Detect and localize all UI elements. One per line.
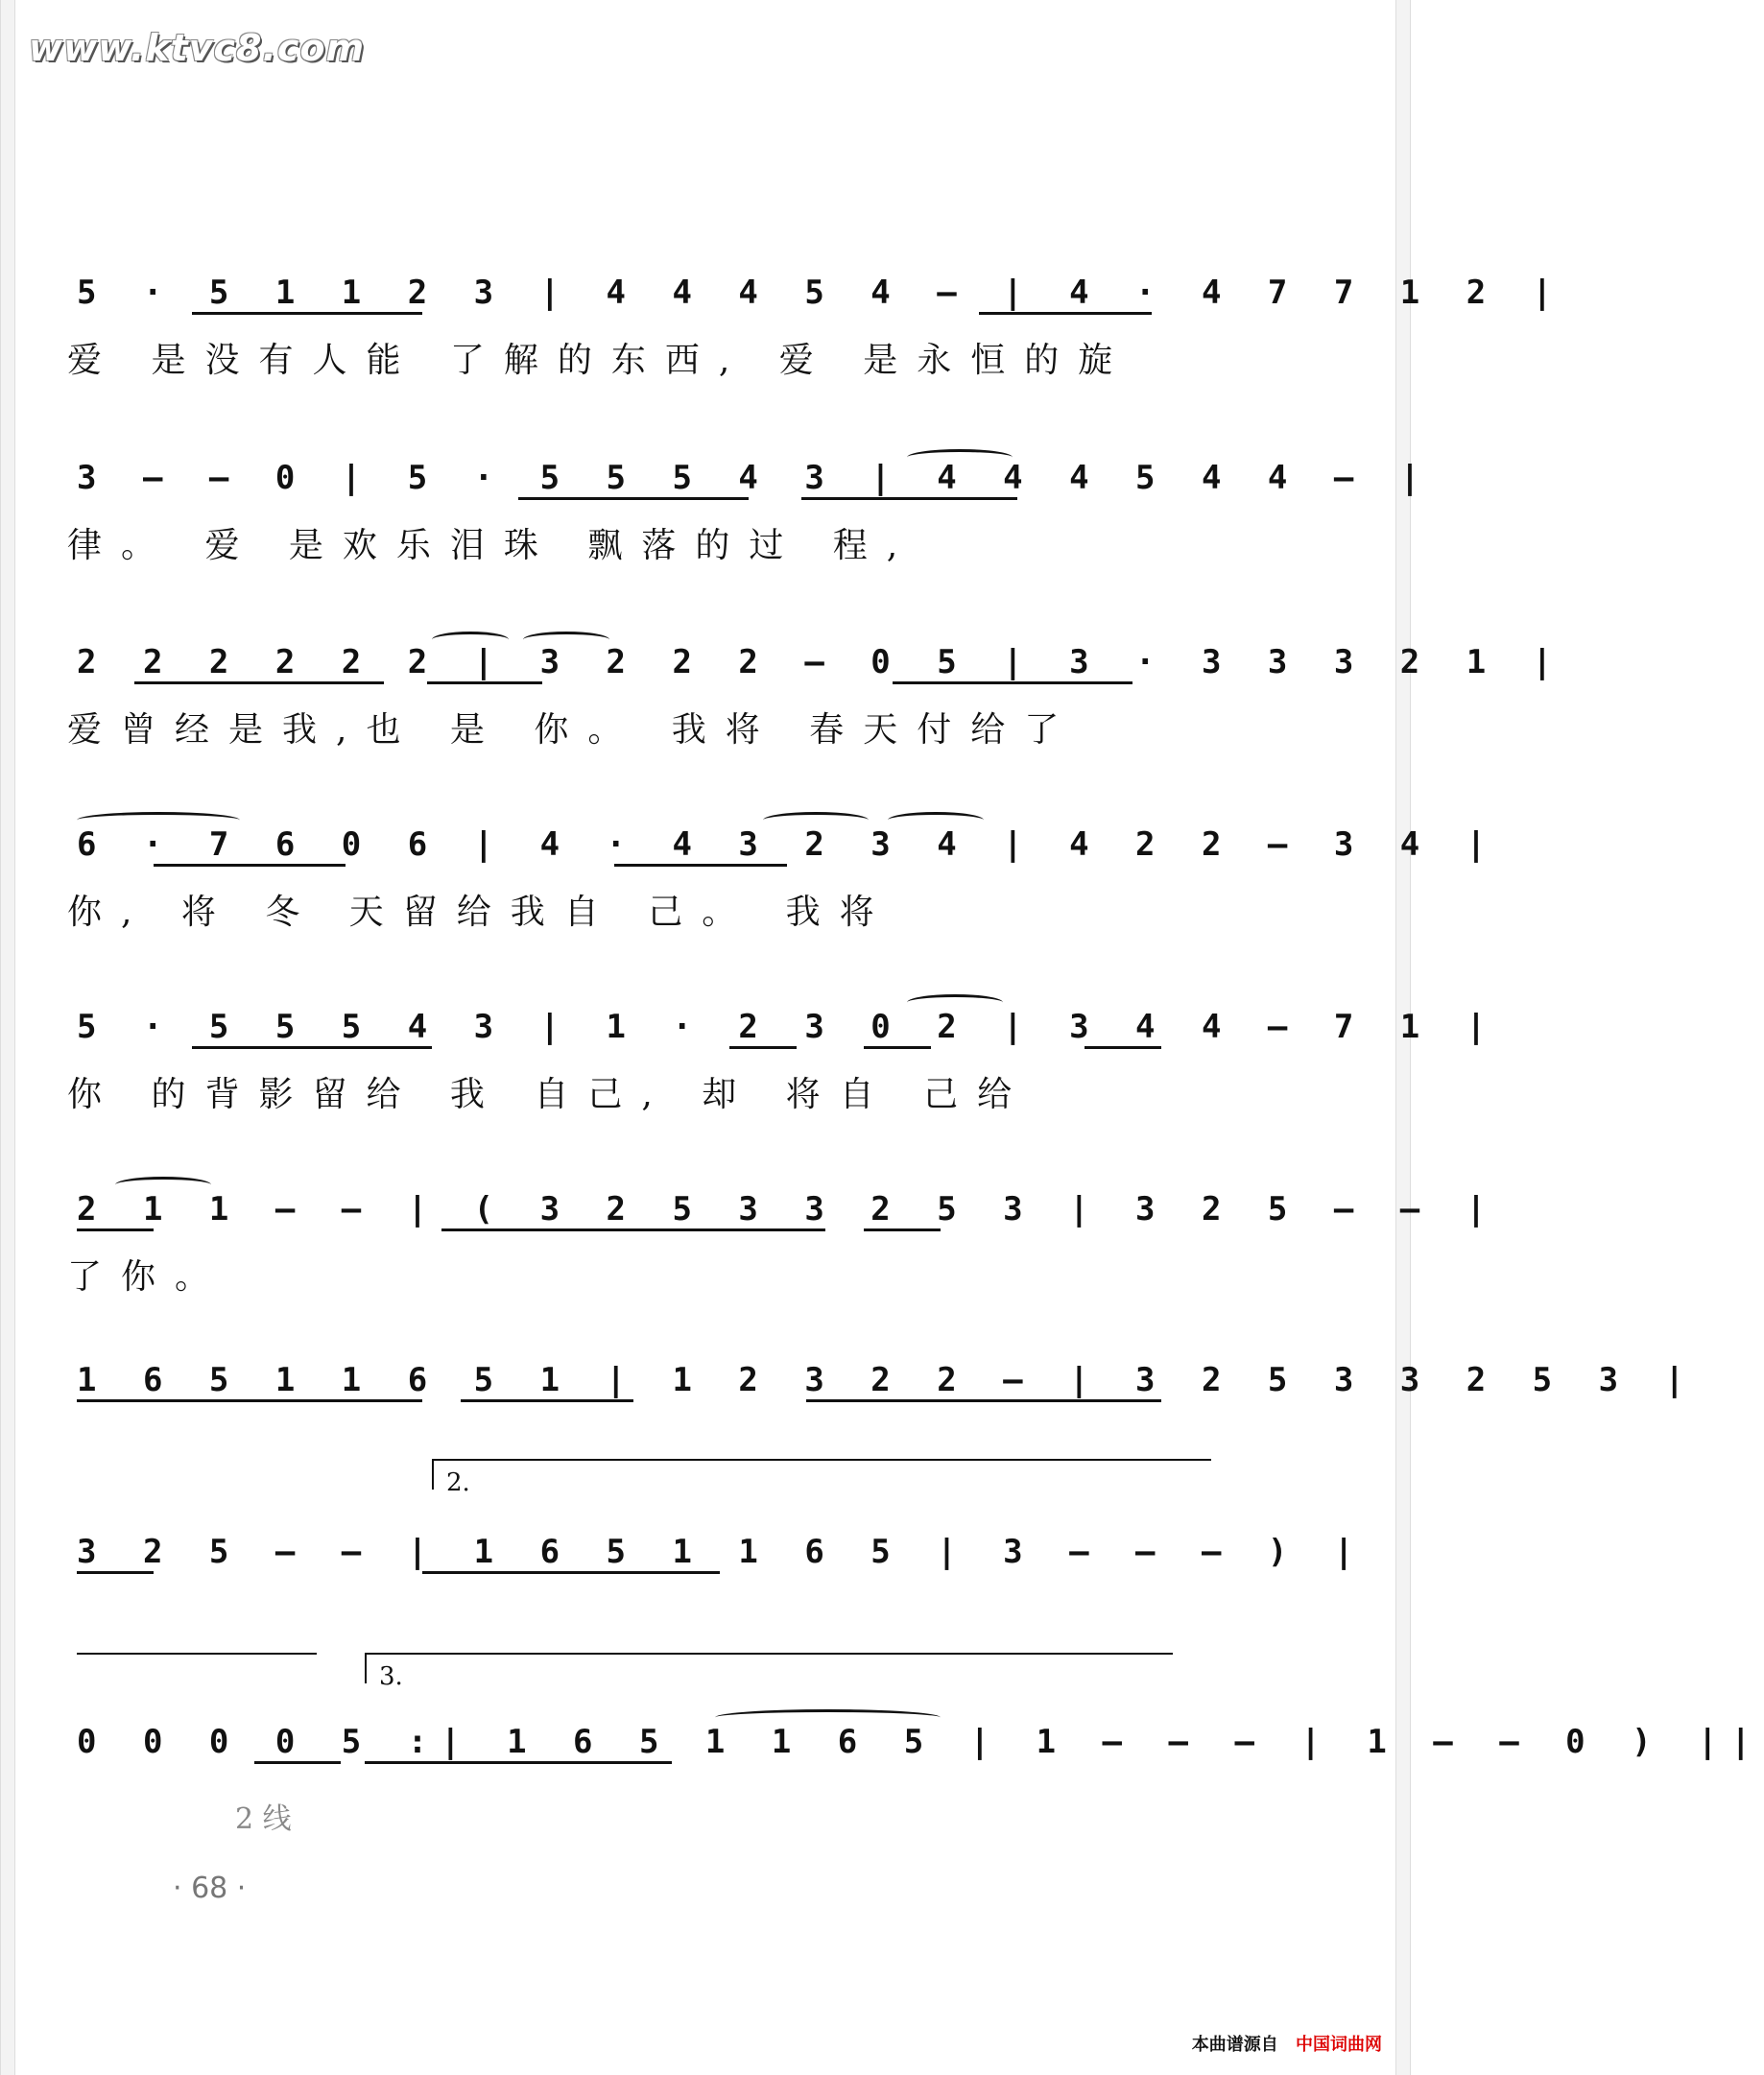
note-line bbox=[0, 825, 1500, 879]
underline bbox=[422, 1571, 720, 1574]
lyrics-line: 了你。 bbox=[67, 1257, 229, 1297]
volta-bracket bbox=[365, 1653, 1173, 1683]
lyrics-line: 律。 爱 是欢乐泪珠 飘落的过 程, bbox=[67, 526, 918, 565]
note-line bbox=[0, 1533, 1411, 1586]
notes-text: 3 2 5 — — | 1 6 5 1 1 6 5 | 3 — — — ) | bbox=[77, 1533, 1368, 1571]
note-line bbox=[0, 1190, 1500, 1244]
underline bbox=[77, 1399, 422, 1402]
underline bbox=[77, 1228, 154, 1231]
note-line bbox=[0, 1361, 1699, 1415]
note-line bbox=[0, 643, 1566, 697]
underline bbox=[154, 864, 346, 867]
page-number: · 68 · bbox=[173, 1872, 247, 1905]
credit-site-link[interactable]: 中国词曲网 bbox=[1296, 2035, 1382, 2055]
volta-label: 3. bbox=[379, 1662, 403, 1691]
note-line bbox=[0, 1723, 1764, 1777]
underline bbox=[365, 1761, 672, 1764]
lyrics-line: 你, 将 冬 天留给我自 己。 我将 bbox=[67, 893, 894, 932]
slur bbox=[715, 1709, 941, 1726]
underline bbox=[77, 1571, 154, 1574]
notes-text: 6 · 7 6 0 6 | 4 · 4 3 2 3 4 | 4 2 2 — 3 4 | bbox=[77, 825, 1500, 864]
ending-line bbox=[77, 1653, 317, 1655]
notes-text: 0 0 0 0 5 :| 1 6 5 1 1 6 5 | 1 — — — | 1 — — 0 ) || bbox=[77, 1723, 1764, 1761]
source-credit bbox=[1192, 2031, 1382, 2056]
note-line bbox=[0, 1008, 1500, 1061]
underline bbox=[518, 497, 749, 500]
volta-bracket bbox=[432, 1459, 1211, 1490]
underline bbox=[979, 312, 1152, 315]
underline bbox=[427, 681, 542, 684]
underline bbox=[192, 312, 422, 315]
site-watermark: www.ktvc8.com bbox=[29, 27, 366, 69]
notes-text: 1 6 5 1 1 6 5 1 | 1 2 3 2 2 — | 3 2 5 3 3 2 5 3 | bbox=[77, 1361, 1699, 1399]
lyrics-line: 你 的背影留给 我 自己, 却 将自 己给 bbox=[67, 1075, 1032, 1114]
underline bbox=[864, 1228, 941, 1231]
underline bbox=[461, 1399, 633, 1402]
slur bbox=[77, 812, 240, 828]
underline bbox=[806, 1399, 1161, 1402]
slur bbox=[888, 812, 984, 828]
underline bbox=[254, 1761, 341, 1764]
note-line bbox=[0, 274, 1566, 327]
underline bbox=[864, 1046, 931, 1049]
slur bbox=[907, 994, 1003, 1011]
lyrics-line: 爱 是没有人能 了解的东西, 爱 是永恒的旋 bbox=[67, 341, 1132, 380]
underline bbox=[614, 864, 787, 867]
underline bbox=[1085, 1046, 1161, 1049]
footer-note: 2 线 bbox=[235, 1802, 292, 1836]
underline bbox=[729, 1046, 797, 1049]
notes-text: 2 1 1 — — | ( 3 2 5 3 3 2 5 3 | 3 2 5 — — | bbox=[77, 1190, 1500, 1228]
underline bbox=[893, 681, 1132, 684]
slur bbox=[907, 449, 1013, 465]
underline bbox=[134, 681, 384, 684]
credit-source-label: 本曲谱源自 bbox=[1191, 2035, 1278, 2055]
notes-text: 2 2 2 2 2 2 | 3 2 2 2 — 0 5 | 3 · 3 3 3 2 1 | bbox=[77, 643, 1566, 681]
notes-text: 5 · 5 1 1 2 3 | 4 4 4 5 4 — | 4 · 4 7 7 1 2 | bbox=[77, 274, 1566, 312]
volta-label: 2. bbox=[446, 1468, 470, 1497]
lyrics-line: 爱曾经是我,也 是 你。 我将 春天付给了 bbox=[67, 710, 1079, 750]
underline bbox=[192, 1046, 432, 1049]
underline bbox=[441, 1228, 825, 1231]
slur bbox=[432, 632, 509, 648]
notes-text: 5 · 5 5 5 4 3 | 1 · 2 3 0 2 | 3 4 4 — 7 1 | bbox=[77, 1008, 1500, 1046]
slur bbox=[523, 632, 609, 648]
notes-text: 3 — — 0 | 5 · 5 5 5 4 3 | 4 4 4 5 4 4 — | bbox=[77, 459, 1434, 497]
slur bbox=[763, 812, 869, 828]
underline bbox=[801, 497, 1017, 500]
note-line bbox=[0, 459, 1434, 513]
slur bbox=[115, 1177, 211, 1193]
